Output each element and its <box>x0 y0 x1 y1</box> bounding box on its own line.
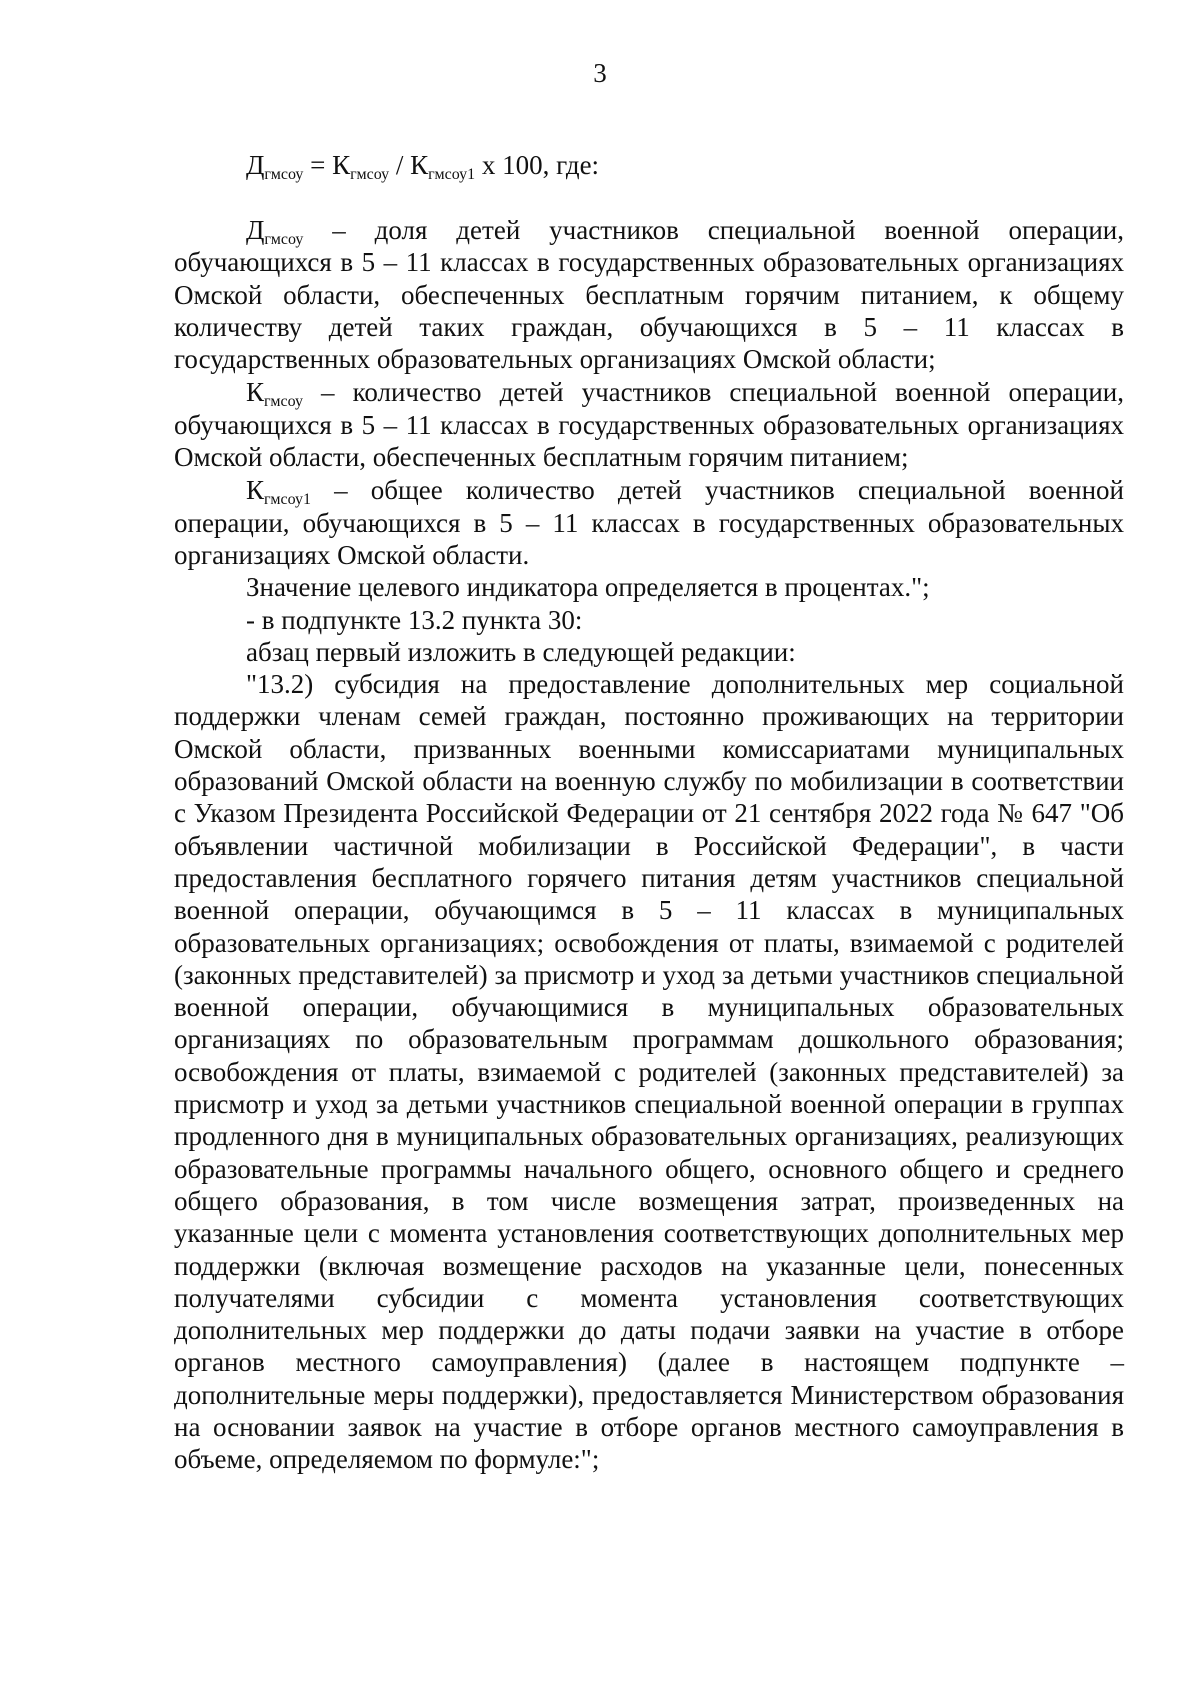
definition-paragraph <box>174 376 1124 473</box>
formula-lhs-subscript: гмсоу <box>264 166 304 183</box>
formula-lhs: Д <box>246 150 265 180</box>
definition-subscript: гмсоу <box>264 231 304 248</box>
definition-text: – количество детей участников специальной военной операции, обучающихся в 5 – 11 классах в государственных образовательных организациях Омской области, обеспеченных бесплатным горячим питанием; <box>174 377 1124 473</box>
definition-paragraph <box>174 214 1124 375</box>
definition-paragraph <box>174 474 1124 571</box>
formula-denominator-subscript: гмсоу1 <box>428 166 476 183</box>
formula-equals: = <box>303 150 333 180</box>
paragraph-indicator-note: Значение целевого индикатора определяется в процентах."; <box>246 572 930 603</box>
formula-tail: x 100, где: <box>475 150 600 180</box>
paragraph-amendment-instruction: абзац первый изложить в следующей редакции: <box>246 636 796 667</box>
definition-subscript: гмсоу1 <box>264 491 311 509</box>
definition-symbol: Д <box>246 215 265 245</box>
definition-symbol: К <box>246 475 265 506</box>
page-number: 3 <box>593 58 607 88</box>
paragraph-amendment-location: - в подпункте 13.2 пункта 30: <box>246 604 583 635</box>
formula-denominator: К <box>410 150 429 180</box>
formula-numerator-subscript: гмсоу <box>350 166 390 183</box>
definition-subscript: гмсоу <box>264 393 303 411</box>
definition-text: – общее количество детей участников специальной военной операции, обучающихся в 5 – 11 классах в государственных образовательных организациях Омской области. <box>174 475 1124 570</box>
formula-line <box>246 150 599 181</box>
definition-text: – доля детей участников специальной военной операции, обучающихся в 5 – 11 классах в государственных образовательных организациях Омской области, обеспеченных бесплатным горячим питанием, к общему количеству детей таких граждан, обучающихся в 5 – 11 классах в государственных образовательных организациях Омской области; <box>174 215 1124 375</box>
document-body <box>174 214 1124 1476</box>
definition-symbol: К <box>246 377 265 408</box>
formula-divide: / <box>389 150 411 180</box>
paragraph-subsidy-text: "13.2) субсидия на предоставление дополнительных мер социальной поддержки членам семей граждан, постоянно проживающих на территории Омской области, призванных военными комиссариатами муниципальных образований Омской области на военную службу по мобилизации в соответствии с Указом Президента Российской Федерации от 21 сентября 2022 года № 647 "Об объявлении частичной мобилизации в Российской Федерации", в части предоставления бесплатного горячего питания детям участников специальной военной операции, обучающимся в 5 – 11 классах в муниципальных образовательных организациях; освобождения от платы, взимаемой с родителей (законных представителей) за присмотр и уход за детьми участников специальной военной операции, обучающимися в муниципальных образовательных организациях по образовательным программам дошкольного образования; освобождения от платы, взимаемой с родителей (законных представителей) за присмотр и уход за детьми участников специальной военной операции в группах продленного дня в муниципальных образовательных организациях, реализующих образовательные программы начального общего, основного общего и среднего общего образования, в том числе возмещения затрат, произведенных на указанные цели с момента установления соответствующих дополнительных мер поддержки (включая возмещение расходов на указанные цели, понесенных получателями субсидии с момента установления соответствующих дополнительных мер поддержки до даты подачи заявки на участие в отборе органов местного самоуправления) (далее в настоящем подпункте – дополнительные меры поддержки), предоставляется Министерством образования на основании заявок на участие в отборе органов местного самоуправления в объеме, определяемом по формуле:"; <box>174 669 1124 1475</box>
formula-numerator: К <box>332 150 351 180</box>
